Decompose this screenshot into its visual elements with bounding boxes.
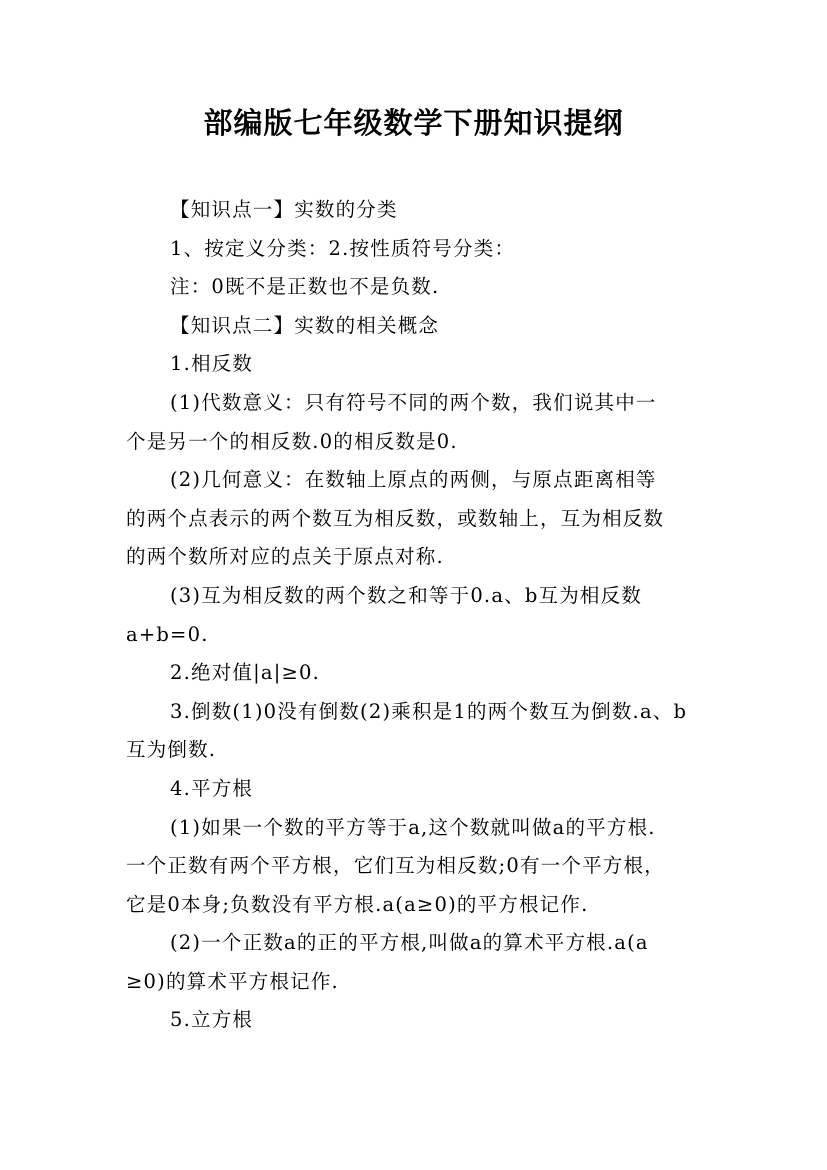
subheading-reciprocal: 3.倒数(1)0没有倒数(2)乘积是1的两个数互为倒数.a、b [170,699,688,723]
subheading-opposite-number: 1.相反数 [170,352,254,376]
paragraph-line: (1)如果一个数的平方等于a,这个数就叫做a的平方根. [170,815,656,839]
paragraph-line: 个是另一个的相反数.0的相反数是0. [126,429,458,453]
paragraph-line: (2)一个正数a的正的平方根,叫做a的算术平方根.a(a [170,931,649,955]
paragraph-line: a+b=0. [126,622,209,646]
note-line: 注：0既不是正数也不是负数. [170,275,440,299]
subheading-square-root: 4.平方根 [170,776,254,800]
heading-knowledge-point-1: 【知识点一】实数的分类 [170,198,398,221]
paragraph-line: (2)几何意义：在数轴上原点的两侧，与原点距离相等 [170,468,657,492]
paragraph-line: 的两个数所对应的点关于原点对称. [126,545,444,569]
subheading-cube-root: 5.立方根 [170,1008,254,1032]
paragraph-line: (3)互为相反数的两个数之和等于0.a、b互为相反数 [170,583,643,607]
document-body [126,191,746,1040]
heading-knowledge-point-2: 【知识点二】实数的相关概念 [170,313,440,337]
paragraph-line: 的两个点表示的两个数互为相反数，或数轴上，互为相反数 [126,506,665,530]
paragraph-line: 一个正数有两个平方根，它们互为相反数;0有一个平方根， [126,854,665,878]
document-title: 部编版七年级数学下册知识提纲 [203,106,624,140]
subheading-absolute-value: 2.绝对值|a|≥0. [170,661,321,685]
paragraph-line: 1、按定义分类：2.按性质符号分类： [170,236,516,260]
paragraph-line: 互为倒数. [126,738,217,762]
paragraph-line: (1)代数意义：只有符号不同的两个数，我们说其中一 [170,390,657,414]
paragraph-line: 它是0本身;负数没有平方根.a(a≥0)的平方根记作. [126,892,589,916]
paragraph-line: ≥0)的算术平方根记作. [126,969,339,993]
